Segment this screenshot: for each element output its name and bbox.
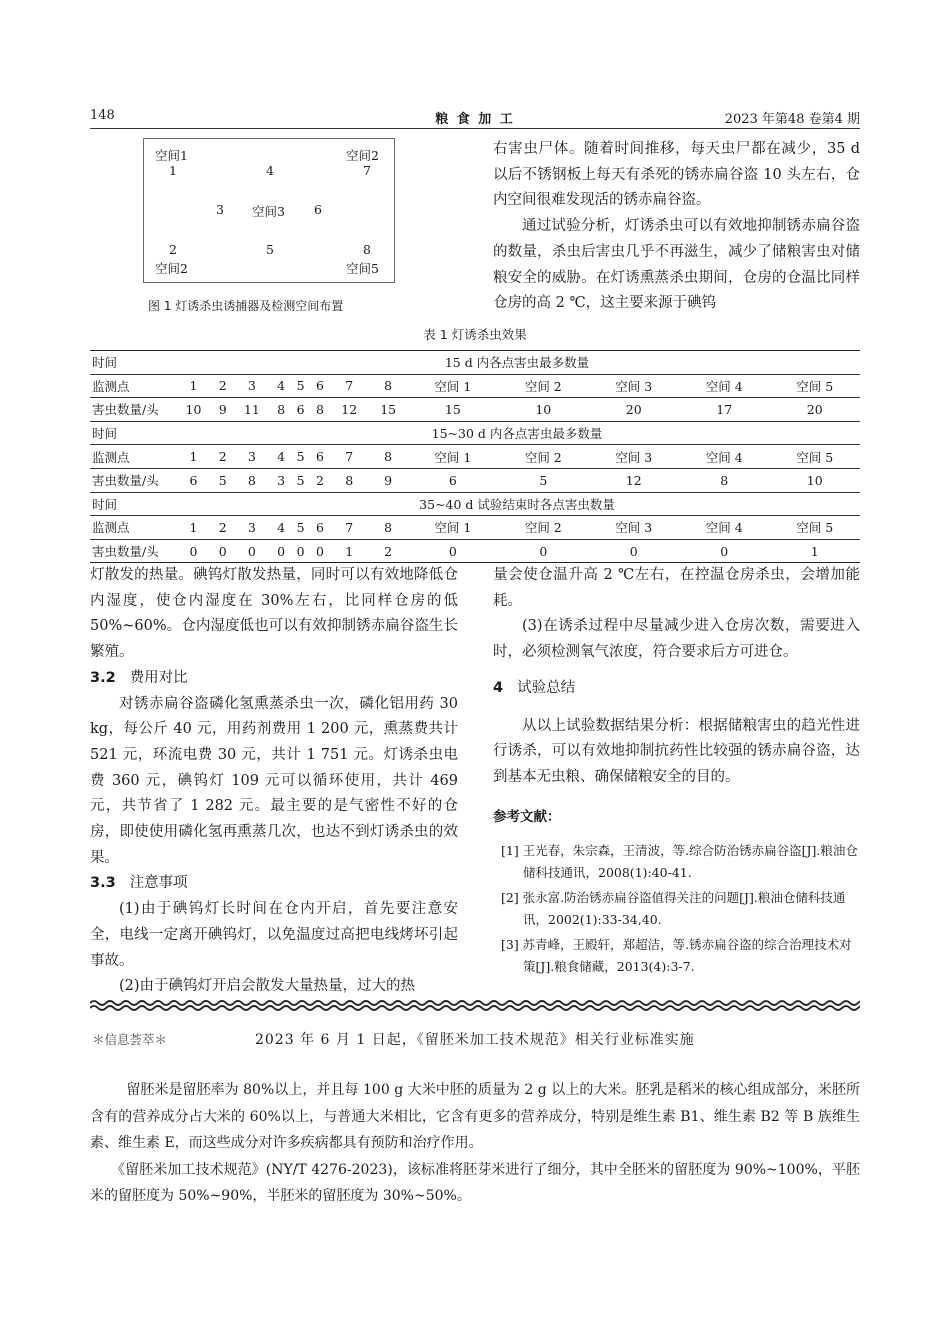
table-counts-row [90, 539, 860, 563]
point-cell: 空间 4 [679, 374, 769, 398]
count-cell: 15 [408, 398, 498, 422]
news-tag: ＊信息荟萃＊ [92, 1032, 168, 1047]
count-cell: 10 [769, 468, 860, 492]
paragraph: (1)由于碘钨灯长时间在仓内开启，首先要注意安全，电线一定离开碘钨灯，以免温度过高把电线烤坏引起事故。 [90, 901, 458, 969]
count-cell: 10 [174, 398, 213, 422]
space-label: 空间2 [346, 148, 379, 163]
wavy-divider [90, 998, 860, 1012]
count-cell: 12 [330, 398, 369, 422]
count-cell: 8 [330, 468, 369, 492]
point-cell: 1 [174, 374, 213, 398]
count-cell: 20 [769, 398, 860, 422]
time-label: 时间 [90, 351, 174, 375]
count-cell: 5 [498, 468, 588, 492]
paragraph: 从以上试验数据结果分析：根据储粮害虫的趋光性进行诱杀，可以有效地抑制抗药性比较强的锈赤扁谷盗，达到基本无虫粮、确保储粮安全的目的。 [493, 717, 860, 785]
count-cell: 0 [213, 539, 232, 563]
point-cell: 7 [330, 516, 369, 540]
point-cell: 空间 5 [769, 516, 860, 540]
right-top-text [493, 137, 860, 317]
time-label: 时间 [90, 421, 174, 445]
point-cell: 6 [310, 445, 329, 469]
count-header: 害虫数量/头 [90, 398, 174, 422]
left-column [90, 563, 458, 1000]
point-cell: 6 [310, 374, 329, 398]
section-title: 费用对比 [129, 669, 188, 686]
references-heading: 参考文献： [493, 808, 561, 825]
count-cell: 8 [271, 398, 290, 422]
time-label: 时间 [90, 492, 174, 516]
paragraph: 量会使仓温升高 2 ℃左右，在控温仓房杀虫，会增加能耗。 [493, 567, 860, 609]
point-cell: 空间 4 [679, 445, 769, 469]
count-cell: 5 [213, 468, 232, 492]
table-counts-row [90, 468, 860, 492]
news-paragraph: 留胚米是留胚率为 80%以上，并且每 100 g 大米中胚的质量为 2 g 以上的大米。胚乳是稻米的核心组成部分，米胚所含有的营养成分占大米的 60%以上，与普通大米相比，它含有更多的营养成分，特别是维生素 B1、维生素 B2 等 B 族维生素、维生素 E，而这些成分对许多疾病都具有预防和治疗作用。 [90, 1082, 860, 1151]
point-cell: 3 [232, 516, 271, 540]
page-number: 148 [90, 108, 115, 123]
count-cell: 8 [232, 468, 271, 492]
count-cell: 2 [369, 539, 408, 563]
count-cell: 0 [232, 539, 271, 563]
point-cell: 4 [271, 445, 290, 469]
point-cell: 空间 2 [498, 445, 588, 469]
journal-title: 粮 食 加 工 [435, 112, 515, 127]
point-cell: 2 [213, 445, 232, 469]
count-header: 害虫数量/头 [90, 468, 174, 492]
count-cell: 8 [679, 468, 769, 492]
point-label: 7 [363, 163, 371, 178]
period-label: 15 d 内各点害虫最多数量 [174, 351, 860, 375]
point-cell: 空间 3 [589, 445, 679, 469]
paragraph: 通过试验分析，灯诱杀虫可以有效地抑制锈赤扁谷盗的数量，杀虫后害虫几乎不再滋生，减少了储粮害虫对储粮安全的威胁。在灯诱熏蒸杀虫期间，仓房的仓温比同样仓房的高 2 ℃，这主要来源于碘钨 [493, 218, 860, 312]
point-cell: 2 [213, 374, 232, 398]
count-cell: 1 [330, 539, 369, 563]
table-period-row [90, 492, 860, 516]
figure-caption: 图 1 灯诱杀虫诱捕器及检测空间布置 [148, 299, 344, 313]
news-title: 2023 年 6 月 1 日起，《留胚米加工技术规范》相关行业标准实施 [255, 1032, 695, 1048]
period-label: 35~40 d 试验结束时各点害虫数量 [174, 492, 860, 516]
count-cell: 6 [174, 468, 213, 492]
point-cell: 1 [174, 516, 213, 540]
results-table [90, 350, 860, 563]
section-heading-3-3 [90, 871, 458, 897]
point-header: 监测点 [90, 374, 174, 398]
point-cell: 8 [369, 516, 408, 540]
count-cell: 10 [498, 398, 588, 422]
point-cell: 4 [271, 516, 290, 540]
point-header: 监测点 [90, 516, 174, 540]
right-column [493, 563, 860, 981]
point-label: 2 [169, 242, 177, 257]
count-cell: 20 [589, 398, 679, 422]
count-cell: 1 [769, 539, 860, 563]
header-rule [90, 128, 860, 129]
news-paragraph: 《留胚米加工技术规范》(NY/T 4276-2023)，该标准将胚芽米进行了细分，其中全胚米的留胚度为 90%~100%，平胚米的留胚度为 50%~90%，半胚米的留胚度为 30%~50%。 [90, 1161, 860, 1204]
count-cell: 9 [213, 398, 232, 422]
count-cell: 0 [310, 539, 329, 563]
space-label: 空间1 [155, 148, 188, 163]
reference-item: [2] 张永富.防治锈赤扁谷盗值得关注的问题[J].粮油仓储科技通讯，2002(1):33-34,40. [501, 890, 846, 928]
count-cell: 0 [291, 539, 310, 563]
point-cell: 空间 3 [589, 516, 679, 540]
point-label: 4 [266, 163, 274, 178]
period-label: 15~30 d 内各点害虫最多数量 [174, 421, 860, 445]
table-period-row [90, 351, 860, 375]
news-body [90, 1077, 860, 1210]
point-cell: 5 [291, 516, 310, 540]
point-label: 6 [314, 202, 322, 217]
point-cell: 4 [271, 374, 290, 398]
table-points-row [90, 516, 860, 540]
point-cell: 5 [291, 445, 310, 469]
count-cell: 9 [369, 468, 408, 492]
space-label: 空间5 [346, 261, 379, 276]
section-number: 4 [493, 679, 504, 696]
count-cell: 0 [271, 539, 290, 563]
count-cell: 2 [310, 468, 329, 492]
paragraph: 右害虫尸体。随着时间推移，每天虫尸都在减少，35 d 以后不锈钢板上每天有杀死的锈赤扁谷盗 10 头左右，仓内空间很难发现活的锈赤扁谷盗。 [493, 141, 860, 209]
table-caption: 表 1 灯诱杀虫效果 [423, 327, 527, 342]
paragraph: 灯散发的热量。碘钨灯散发热量，同时可以有效地降低仓内湿度，使仓内湿度在 30%左右，比同样仓房的低 50%~60%。仓内湿度低也可以有效抑制锈赤扁谷盗生长繁殖。 [90, 567, 458, 661]
point-cell: 空间 5 [769, 445, 860, 469]
point-cell: 6 [310, 516, 329, 540]
table-points-row [90, 445, 860, 469]
point-header: 监测点 [90, 445, 174, 469]
count-cell: 12 [589, 468, 679, 492]
references-list [493, 840, 860, 978]
point-cell: 空间 2 [498, 516, 588, 540]
point-cell: 空间 1 [408, 516, 498, 540]
section-title: 注意事项 [129, 875, 188, 892]
point-cell: 7 [330, 445, 369, 469]
table-period-row [90, 421, 860, 445]
figure-layout-diagram [143, 138, 395, 283]
point-cell: 3 [232, 374, 271, 398]
reference-item: [1] 王光春，朱宗森，王清波，等.综合防治锈赤扁谷盗[J].粮油仓储科技通讯，2008(1):40-41. [501, 843, 858, 881]
section-heading-3-2 [90, 666, 458, 692]
count-cell: 0 [408, 539, 498, 563]
count-header: 害虫数量/头 [90, 539, 174, 563]
point-cell: 2 [213, 516, 232, 540]
paragraph: 对锈赤扁谷盗磷化氢熏蒸杀虫一次，磷化铝用药 30 kg，每公斤 40 元，用药剂费用 1 200 元，熏蒸费共计 521 元，环流电费 30 元，共计 1 751 元。灯诱杀虫电费 360 元，碘钨灯 109 元可以循环使用，共计 469 元，共节省了 1 282 元。最主要的是气密性不好的仓房，即使使用磷化氢再熏蒸几次，也达不到灯诱杀虫的效果。 [90, 695, 458, 866]
point-cell: 8 [369, 445, 408, 469]
count-cell: 15 [369, 398, 408, 422]
count-cell: 3 [271, 468, 290, 492]
count-cell: 0 [589, 539, 679, 563]
count-cell: 0 [679, 539, 769, 563]
space-label: 空间2 [155, 261, 188, 276]
section-title: 试验总结 [517, 679, 576, 696]
section-number: 3.2 [90, 669, 116, 686]
point-cell: 空间 2 [498, 374, 588, 398]
point-cell: 空间 4 [679, 516, 769, 540]
point-label: 8 [363, 242, 371, 257]
issue-info: 2023 年第48 卷第4 期 [724, 112, 860, 127]
paragraph: (2)由于碘钨灯开启会散发大量热量，过大的热 [119, 978, 416, 995]
count-cell: 11 [232, 398, 271, 422]
count-cell: 8 [310, 398, 329, 422]
point-cell: 3 [232, 445, 271, 469]
point-cell: 7 [330, 374, 369, 398]
table-points-row [90, 374, 860, 398]
point-label: 5 [266, 242, 274, 257]
point-cell: 1 [174, 445, 213, 469]
point-cell: 5 [291, 374, 310, 398]
count-cell: 5 [291, 468, 310, 492]
count-cell: 17 [679, 398, 769, 422]
section-number: 3.3 [90, 875, 116, 892]
reference-item: [3] 苏青峰，王殿轩，郑超洁，等.锈赤扁谷盗的综合治理技术对策[J].粮食储藏，2013(4):3-7. [501, 937, 852, 975]
point-cell: 8 [369, 374, 408, 398]
space-label: 空间3 [252, 204, 285, 219]
point-label: 1 [169, 163, 177, 178]
count-cell: 0 [174, 539, 213, 563]
table-counts-row [90, 398, 860, 422]
point-cell: 空间 5 [769, 374, 860, 398]
section-heading-4 [493, 676, 860, 702]
point-label: 3 [216, 202, 224, 217]
count-cell: 0 [498, 539, 588, 563]
count-cell: 6 [291, 398, 310, 422]
paragraph: (3)在诱杀过程中尽量减少进入仓房次数，需要进入时，必须检测氧气浓度，符合要求后方可进仓。 [493, 618, 860, 661]
point-cell: 空间 1 [408, 445, 498, 469]
count-cell: 6 [408, 468, 498, 492]
point-cell: 空间 3 [589, 374, 679, 398]
point-cell: 空间 1 [408, 374, 498, 398]
